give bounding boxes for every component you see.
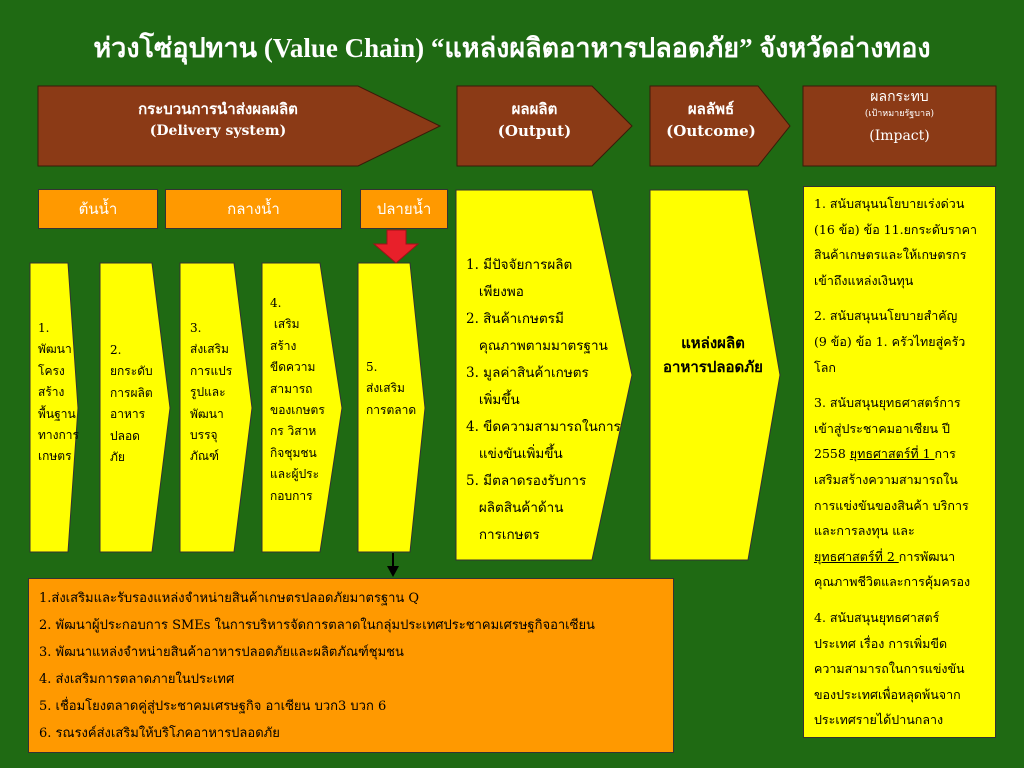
stage-1-line: เกษตร — [38, 449, 72, 464]
strategy-item: 5. เชื่อมโยงตลาดคู่สู่ประชาคมเศรษฐกิจ อาเซียน บวก3 บวก 6 — [39, 699, 387, 714]
down-arrow-head — [387, 566, 399, 577]
stage-5-line: ส่งเสริม — [366, 381, 405, 396]
impact-line: 1. สนับสนุนนโยบายเร่งด่วน — [814, 196, 965, 211]
impact-line: (9 ข้อ) ข้อ 1. ครัวไทยสู่ครัว — [814, 333, 966, 349]
impact-item-2 — [814, 303, 991, 380]
stage-3-line: ภัณฑ์ — [190, 449, 220, 464]
stage-1-line: โครง — [38, 363, 65, 378]
stage-3-line: 3. — [190, 321, 202, 335]
output-list — [466, 252, 621, 549]
pointer-arrow — [374, 230, 418, 263]
impact-line: (16 ข้อ) ข้อ 11.ยกระดับราคา — [814, 221, 978, 237]
stage-4-text — [270, 293, 325, 507]
stage-2-line: ปลอด — [110, 428, 140, 443]
segment-upstream: ต้นน้ำ — [38, 189, 158, 229]
impact-line: 4. สนับสนุนยุทธศาสตร์ — [814, 609, 940, 625]
impact-line: เข้าสู่ประชาคมอาเซียน ปี — [814, 420, 950, 436]
output-line: ผลิตสินค้าด้าน — [466, 500, 564, 516]
output-line: การเกษตร — [466, 527, 540, 543]
stage-4-line: ของเกษตร — [270, 403, 325, 418]
output-line: 2. สินค้าเกษตรมี — [466, 311, 564, 327]
stage-1-line: พัฒนา — [38, 342, 72, 357]
strategy-list-box — [28, 578, 674, 753]
outcome-line-2: อาหารปลอดภัย — [663, 358, 763, 376]
impact-line: 2. สนับสนุนนโยบายสำคัญ — [814, 308, 958, 324]
stage-3-line: รูปและ — [190, 385, 226, 400]
stage-2-line: การผลิต — [110, 385, 153, 400]
impact-line: โลก — [814, 359, 836, 375]
output-line: เพียงพอ — [466, 284, 524, 300]
impact-item-1 — [814, 191, 991, 293]
impact-box — [803, 186, 996, 738]
impact-header-th: ผลกระทบ — [870, 89, 929, 105]
output-line: 3. มูลค่าสินค้าเกษตร — [466, 365, 589, 381]
impact-line: 3. สนับสนุนยุทธศาสตร์การ — [814, 395, 961, 411]
output-line: 5. มีตลาดรองรับการ — [466, 473, 587, 489]
impact-line: ของประเทศเพื่อหลุดพ้นจาก — [814, 686, 961, 702]
segment-midstream: กลางน้ำ — [165, 189, 342, 229]
impact-line: และการลงทุน และ — [814, 523, 915, 539]
strategy-item: 6. รณรงค์ส่งเสริมให้บริโภคอาหารปลอดภัย — [39, 726, 280, 741]
stage-1-line: สร้าง — [38, 385, 65, 400]
stage-3-line: การแปร — [190, 363, 233, 378]
impact-3-line-b: ยุทธศาสตร์ที่ 2 การพัฒนา — [814, 548, 956, 564]
output-header — [457, 98, 612, 142]
stage-1-line: ทางการ — [38, 428, 79, 443]
stage-4-line: และผู้ประ — [270, 467, 320, 482]
stage-3-text — [190, 318, 232, 468]
strategy-item: 2. พัฒนาผู้ประกอบการ SMEs ในการบริหารจัดการตลาดในกลุ่มประเทศประชาคมเศรษฐกิจอาเซียน — [39, 618, 595, 633]
stage-3-line: บรรจุ — [190, 428, 218, 443]
strategy-item: 1.ส่งเสริมและรับรองแหล่งจำหน่ายสินค้าเกษตรปลอดภัยมาตรฐาน Q — [39, 591, 420, 606]
output-header-th: ผลผลิต — [511, 100, 558, 118]
impact-line: ประเทศรายได้ปานกลาง — [814, 712, 944, 728]
output-line: 4. ขีดความสามารถในการ — [466, 419, 621, 435]
impact-line: สินค้าเกษตรและให้เกษตรกร — [814, 247, 967, 263]
stage-4-line: 4. — [270, 296, 282, 310]
stage-2-text — [110, 340, 153, 468]
impact-item-4 — [814, 605, 991, 733]
output-line: คุณภาพตามมาตรฐาน — [466, 338, 608, 354]
page-title: ห่วงโซ่อุปทาน (Value Chain) “แหล่งผลิตอาหารปลอดภัย” จังหวัดอ่างทอง — [93, 33, 931, 63]
impact-header — [803, 87, 996, 151]
output-line: เพิ่มขึ้น — [466, 392, 520, 408]
segment-downstream: ปลายน้ำ — [360, 189, 448, 229]
stage-5-line: การตลาด — [366, 402, 417, 417]
strategy-item: 3. พัฒนาแหล่งจำหน่ายสินค้าอาหารปลอดภัยและผลิตภัณฑ์ชุมชน — [39, 645, 404, 660]
stage-3-line: พัฒนา — [190, 406, 224, 421]
stage-3-line: ส่งเสริม — [190, 342, 229, 357]
impact-line: เข้าถึงแหล่งเงินทุน — [814, 272, 914, 288]
strategy-item: 4. ส่งเสริมการตลาดภายในประเทศ — [39, 672, 235, 687]
impact-header-sub: (เป้าหมายรัฐบาล) — [864, 109, 935, 119]
outcome-header-th: ผลลัพธ์ — [687, 100, 735, 118]
stage-1-text — [38, 318, 79, 468]
stage-4-line: สร้าง — [270, 338, 297, 353]
delivery-header-en: (Delivery system) — [149, 123, 287, 139]
stage-4-line: กร วิสาห — [270, 424, 317, 439]
outcome-text — [654, 331, 772, 379]
outcome-line-1: แหล่งผลิต — [681, 334, 745, 352]
stage-2-line: 2. — [110, 343, 122, 357]
stage-2-line: ภัย — [110, 450, 125, 465]
impact-header-en: (Impact) — [869, 128, 930, 144]
stage-4-line: กอบการ — [270, 488, 313, 503]
outcome-header — [650, 98, 772, 142]
delivery-header-th: กระบวนการนำส่งผลผลิต — [138, 100, 298, 118]
stage-5-line: 5. — [366, 360, 378, 374]
stage-1-line: พื้นฐาน — [38, 406, 76, 421]
impact-line: การแข่งขันของสินค้า บริการ — [814, 497, 969, 513]
stage-1-line: 1. — [38, 321, 50, 335]
delivery-header — [38, 98, 398, 142]
stage-4-line: เสริม — [270, 317, 300, 332]
impact-line: ความสามารถในการแข่งขัน — [814, 661, 965, 677]
output-line: 1. มีปัจจัยการผลิต — [466, 257, 573, 273]
stage-5-text — [366, 357, 416, 421]
impact-line: เสริมสร้างความสามารถใน — [814, 471, 958, 487]
stage-4-line: กิจชุมชน — [270, 445, 317, 460]
output-line: แข่งขันเพิ่มขึ้น — [466, 446, 563, 462]
stage-2-line: ยกระดับ — [110, 364, 153, 379]
output-header-en: (Output) — [497, 122, 572, 140]
outcome-header-en: (Outcome) — [666, 122, 756, 140]
stage-4-line: ขีดความ — [270, 360, 316, 375]
impact-3-line: 2558 ยุทธศาสตร์ที่ 1 การ — [814, 446, 956, 462]
stage-2-line: อาหาร — [110, 407, 146, 422]
impact-item-3: 3. สนับสนุนยุทธศาสตร์การ เข้าสู่ประชาคมอาเซียน ปี 2558 ยุทธศาสตร์ที่ 1 การ เสริมสร้างความสามารถใน การแข่งขันของสินค้า บริการ และการลงทุน และ ยุทธศาสตร์ที่ 2 การพัฒนา คุณภาพชีวิตและการคุ้มครอง — [814, 395, 971, 590]
impact-line: ประเทศ เรื่อง การเพิ่มขีด — [814, 635, 948, 651]
stage-4-line: สามารถ — [270, 381, 313, 396]
